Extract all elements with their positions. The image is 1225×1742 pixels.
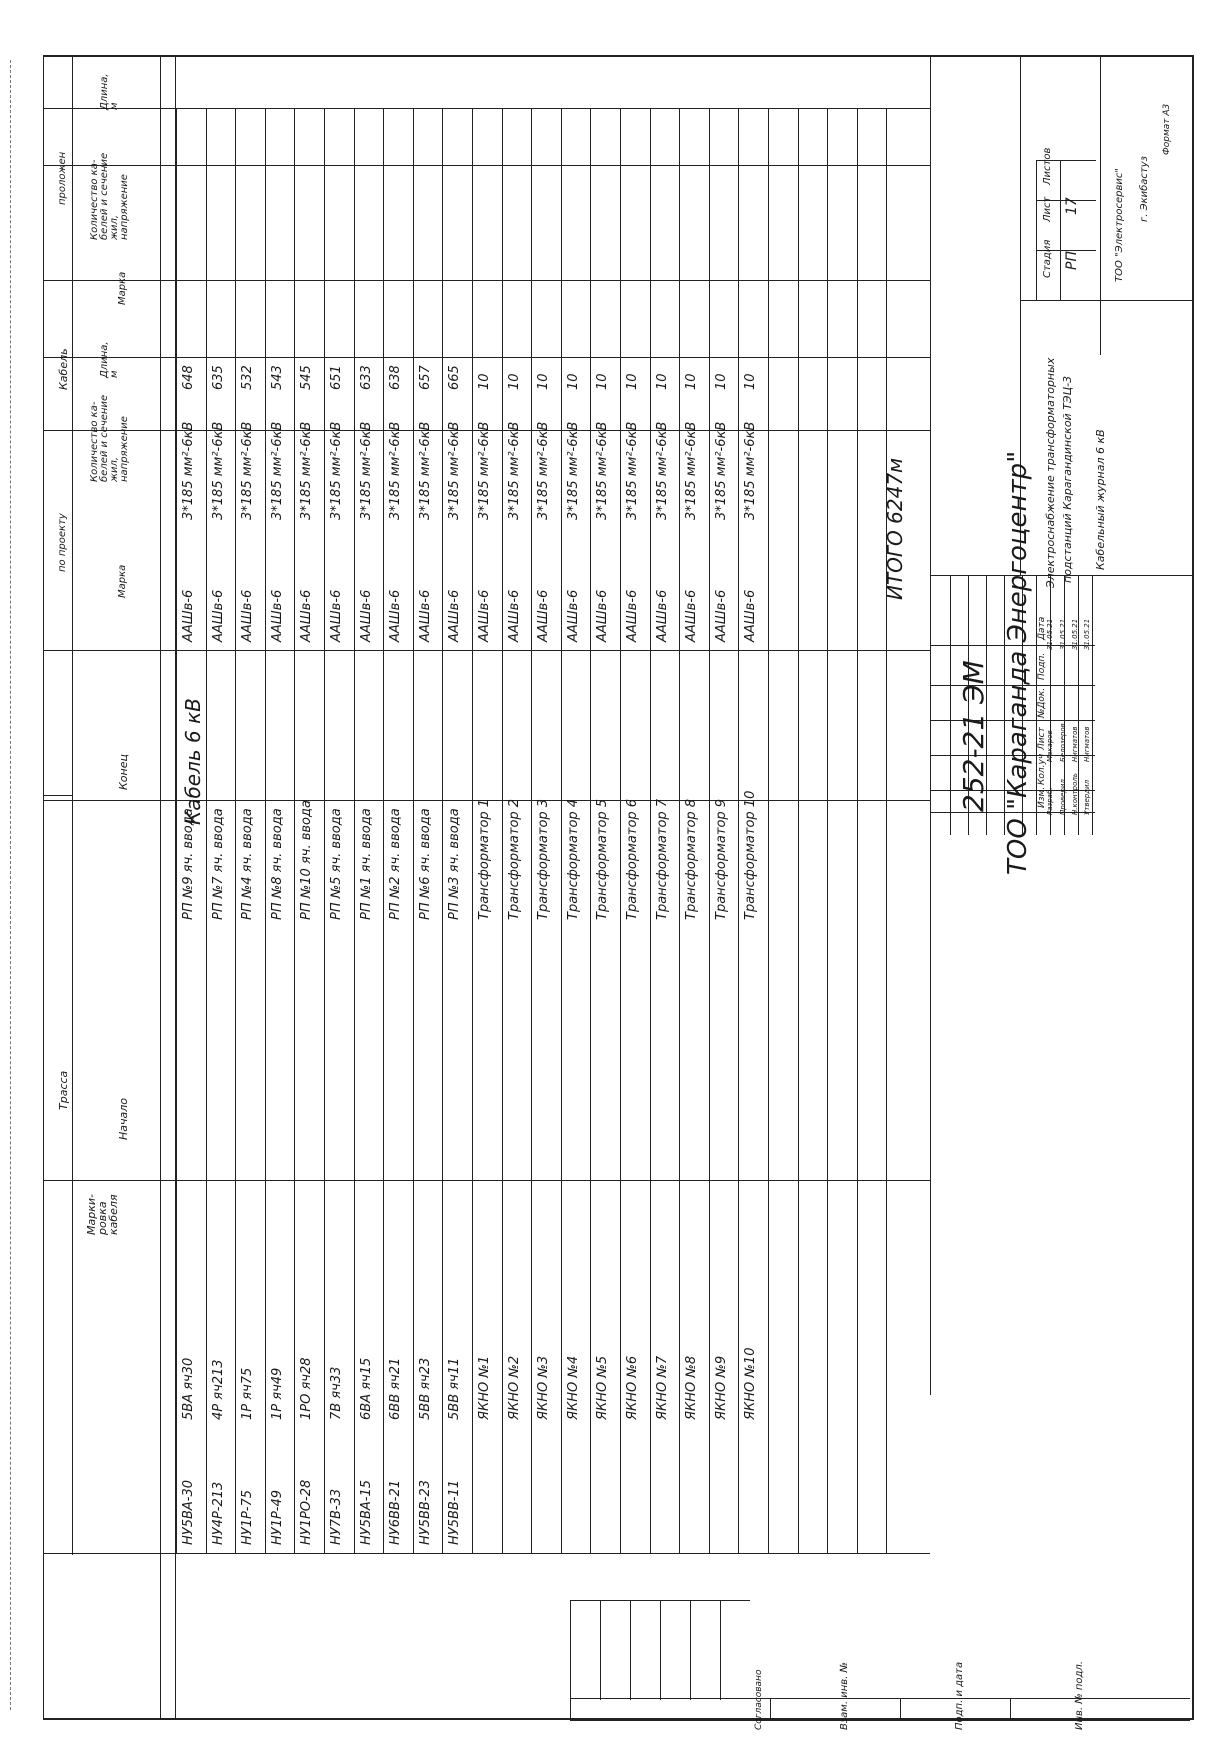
sheet-value: 17 bbox=[1064, 197, 1080, 215]
row-end-15: Трансформатор 5 bbox=[595, 798, 610, 920]
row-brand-18: ААШв-6 bbox=[684, 589, 699, 642]
row-brand-5: ААШв-6 bbox=[299, 589, 314, 642]
row-brand-3: ААШв-6 bbox=[240, 589, 255, 642]
row-end-10: РП №3 яч. ввода bbox=[447, 808, 462, 920]
row-end-11: Трансформатор 1 bbox=[477, 798, 492, 920]
row-brand-12: ААШв-6 bbox=[507, 589, 522, 642]
row-mark-1: НУ5ВА-30 bbox=[181, 1479, 196, 1545]
row-length-4: 543 bbox=[270, 365, 285, 390]
row-mark-7: НУ5ВА-15 bbox=[359, 1479, 374, 1545]
row-start-20: ЯКНО №10 bbox=[743, 1347, 758, 1420]
row-end-9: РП №6 яч. ввода bbox=[418, 808, 433, 920]
row-end-12: Трансформатор 2 bbox=[507, 798, 522, 920]
org-city: г. Экибастуз bbox=[1139, 156, 1150, 222]
row-brand-7: ААШв-6 bbox=[359, 589, 374, 642]
row-end-3: РП №4 яч. ввода bbox=[240, 808, 255, 920]
row-qty-10: 3*185 мм²-6кВ bbox=[447, 421, 462, 520]
row-brand-11: ААШв-6 bbox=[477, 589, 492, 642]
row-qty-11: 3*185 мм²-6кВ bbox=[477, 421, 492, 520]
row-start-15: ЯКНО №5 bbox=[595, 1355, 610, 1420]
row-mark-4: НУ1Р-49 bbox=[270, 1489, 285, 1545]
row-brand-10: ААШв-6 bbox=[447, 589, 462, 642]
sheet-label: Лист bbox=[1042, 196, 1053, 222]
row-brand-4: ААШв-6 bbox=[270, 589, 285, 642]
margin-sign-date: Подп. и дата bbox=[954, 1661, 965, 1730]
row-start-18: ЯКНО №8 bbox=[684, 1355, 699, 1420]
row-mark-3: НУ1Р-75 bbox=[240, 1489, 255, 1545]
row-start-2: 4Р яч213 bbox=[211, 1359, 226, 1420]
row-qty-1: 3*185 мм²-6кВ bbox=[181, 421, 196, 520]
row-start-9: 5ВВ яч23 bbox=[418, 1357, 433, 1420]
row-brand-20: ААШв-6 bbox=[743, 589, 758, 642]
row-length-2: 635 bbox=[211, 365, 226, 390]
row-brand-6: ААШв-6 bbox=[329, 589, 344, 642]
row-length-8: 638 bbox=[388, 365, 403, 390]
header-brand: Марка bbox=[117, 564, 128, 598]
row-qty-18: 3*185 мм²-6кВ bbox=[684, 421, 699, 520]
role-2-name: Белозеров bbox=[1059, 723, 1067, 762]
row-qty-15: 3*185 мм²-6кВ bbox=[595, 421, 610, 520]
row-start-10: 5ВВ яч11 bbox=[447, 1357, 462, 1420]
role-1: Разраб. bbox=[1046, 787, 1054, 815]
row-length-20: 10 bbox=[743, 373, 758, 390]
row-length-16: 10 bbox=[625, 373, 640, 390]
row-mark-5: НУ1РО-28 bbox=[299, 1479, 314, 1545]
row-length-14: 10 bbox=[566, 373, 581, 390]
header-qty-laid: Количество ка- белей и сечение жил, напряжение bbox=[89, 152, 130, 240]
format-label: Формат А3 bbox=[1162, 103, 1172, 155]
row-qty-20: 3*185 мм²-6кВ bbox=[743, 421, 758, 520]
header-qty: Количество ка- белей и сечение жил, напряжение bbox=[89, 394, 130, 482]
row-length-9: 657 bbox=[418, 365, 433, 390]
row-end-7: РП №1 яч. ввода bbox=[359, 808, 374, 920]
role-2: Проверил bbox=[1059, 779, 1067, 815]
row-end-2: РП №7 яч. ввода bbox=[211, 808, 226, 920]
margin-inv-orig: Инв. № подл. bbox=[1074, 1661, 1085, 1730]
row-start-3: 1Р яч75 bbox=[240, 1367, 255, 1420]
row-start-11: ЯКНО №1 bbox=[477, 1355, 492, 1420]
row-length-6: 651 bbox=[329, 365, 344, 390]
row-qty-19: 3*185 мм²-6кВ bbox=[714, 421, 729, 520]
row-length-11: 10 bbox=[477, 373, 492, 390]
row-qty-6: 3*185 мм²-6кВ bbox=[329, 421, 344, 520]
col-list: Лист bbox=[1037, 727, 1047, 750]
row-length-15: 10 bbox=[595, 373, 610, 390]
row-start-4: 1Р яч49 bbox=[270, 1367, 285, 1420]
row-qty-13: 3*185 мм²-6кВ bbox=[536, 421, 551, 520]
col-ndok: №Док. bbox=[1037, 687, 1047, 718]
row-end-20: Трансформатор 10 bbox=[743, 790, 758, 920]
row-length-1: 648 bbox=[181, 365, 196, 390]
row-end-6: РП №5 яч. ввода bbox=[329, 808, 344, 920]
row-end-18: Трансформатор 8 bbox=[684, 798, 699, 920]
col-data: Дата bbox=[1037, 616, 1047, 640]
row-length-3: 532 bbox=[240, 365, 255, 390]
row-end-1: РП №9 яч. ввода bbox=[181, 808, 196, 920]
row-length-7: 633 bbox=[359, 365, 374, 390]
row-start-7: 6ВА яч15 bbox=[359, 1357, 374, 1420]
row-start-13: ЯКНО №3 bbox=[536, 1355, 551, 1420]
role-4-name: Нигматов bbox=[1083, 726, 1091, 762]
row-length-5: 545 bbox=[299, 365, 314, 390]
header-route: Трасса bbox=[57, 1070, 70, 1110]
header-length: Длина, м bbox=[99, 341, 120, 378]
row-mark-6: НУ7В-33 bbox=[329, 1488, 344, 1545]
row-length-19: 10 bbox=[714, 373, 729, 390]
role-3: Н.контроль bbox=[1071, 773, 1079, 815]
role-1-name: Макаров bbox=[1046, 730, 1054, 762]
row-qty-14: 3*185 мм²-6кВ bbox=[566, 421, 581, 520]
row-brand-19: ААШв-6 bbox=[714, 589, 729, 642]
row-length-17: 10 bbox=[655, 373, 670, 390]
row-qty-17: 3*185 мм²-6кВ bbox=[655, 421, 670, 520]
header-laid: проложен bbox=[57, 151, 68, 205]
row-end-5: РП №10 яч. ввода bbox=[299, 800, 314, 920]
stage-value: РП bbox=[1064, 251, 1080, 270]
header-start: Начало bbox=[117, 1097, 130, 1140]
stage-label: Стадия bbox=[1042, 239, 1053, 278]
header-cable: Кабель bbox=[57, 348, 70, 390]
role-3-name: Нигматов bbox=[1071, 726, 1079, 762]
row-qty-16: 3*185 мм²-6кВ bbox=[625, 421, 640, 520]
header-by-project: по проекту bbox=[57, 513, 68, 572]
header-brand-laid: Марка bbox=[117, 271, 128, 305]
row-mark-10: НУ5ВВ-11 bbox=[447, 1479, 462, 1545]
row-start-6: 7В яч33 bbox=[329, 1366, 344, 1420]
row-brand-17: ААШв-6 bbox=[655, 589, 670, 642]
row-brand-8: ААШв-6 bbox=[388, 589, 403, 642]
row-start-8: 6ВВ яч21 bbox=[388, 1357, 403, 1420]
row-qty-2: 3*185 мм²-6кВ bbox=[211, 421, 226, 520]
org-name: ТОО "Электросервис" bbox=[1114, 168, 1125, 282]
row-end-14: Трансформатор 4 bbox=[566, 798, 581, 920]
row-qty-3: 3*185 мм²-6кВ bbox=[240, 421, 255, 520]
row-start-16: ЯКНО №6 bbox=[625, 1355, 640, 1420]
margin-approved: Согласовано bbox=[754, 1669, 764, 1730]
row-end-13: Трансформатор 3 bbox=[536, 798, 551, 920]
row-brand-13: ААШв-6 bbox=[536, 589, 551, 642]
row-qty-9: 3*185 мм²-6кВ bbox=[418, 421, 433, 520]
row-brand-1: ААШв-6 bbox=[181, 589, 196, 642]
col-izm: Изм. bbox=[1037, 786, 1047, 808]
row-length-12: 10 bbox=[507, 373, 522, 390]
row-start-1: 5ВА яч30 bbox=[181, 1357, 196, 1420]
col-podp: Подп. bbox=[1037, 652, 1047, 680]
row-qty-4: 3*185 мм²-6кВ bbox=[270, 421, 285, 520]
margin-inv-replace: Взам. инв. № bbox=[839, 1662, 850, 1730]
row-end-8: РП №2 яч. ввода bbox=[388, 808, 403, 920]
role-4-date: 31.05.21 bbox=[1083, 618, 1091, 650]
sheet-title: Кабельный журнал 6 кВ bbox=[1094, 429, 1107, 570]
header-mark: Марки- ровка кабеля bbox=[85, 1194, 120, 1235]
project-line2: подстанций Карагандинской ТЭЦ-3 bbox=[1061, 375, 1074, 583]
row-brand-14: ААШв-6 bbox=[566, 589, 581, 642]
role-3-date: 31.05.21 bbox=[1071, 618, 1079, 650]
total-length: ИТОГО 6247м bbox=[883, 457, 907, 600]
doc-code: 252-21 ЭМ bbox=[957, 660, 990, 812]
row-start-5: 1РО яч28 bbox=[299, 1357, 314, 1420]
section-title: Кабель 6 кВ bbox=[181, 698, 205, 825]
row-mark-2: НУ4Р-213 bbox=[211, 1481, 226, 1545]
row-start-17: ЯКНО №7 bbox=[655, 1355, 670, 1420]
row-brand-9: ААШв-6 bbox=[418, 589, 433, 642]
row-mark-8: НУ6ВВ-21 bbox=[388, 1479, 403, 1545]
row-start-14: ЯКНО №4 bbox=[566, 1355, 581, 1420]
row-qty-12: 3*185 мм²-6кВ bbox=[507, 421, 522, 520]
row-brand-16: ААШв-6 bbox=[625, 589, 640, 642]
header-end: Конец bbox=[117, 754, 130, 790]
header-length-laid: Длина, м bbox=[99, 73, 120, 110]
project-line1: Электроснабжение трансформаторных bbox=[1044, 357, 1057, 588]
row-start-19: ЯКНО №9 bbox=[714, 1355, 729, 1420]
row-brand-2: ААШв-6 bbox=[211, 589, 226, 642]
row-length-18: 10 bbox=[684, 373, 699, 390]
row-qty-5: 3*185 мм²-6кВ bbox=[299, 421, 314, 520]
row-end-16: Трансформатор 6 bbox=[625, 798, 640, 920]
row-length-13: 10 bbox=[536, 373, 551, 390]
role-4: Утвердил bbox=[1083, 779, 1091, 815]
row-end-4: РП №8 яч. ввода bbox=[270, 808, 285, 920]
role-2-date: 31.05.21 bbox=[1059, 618, 1067, 650]
row-start-12: ЯКНО №2 bbox=[507, 1355, 522, 1420]
row-qty-8: 3*185 мм²-6кВ bbox=[388, 421, 403, 520]
row-mark-9: НУ5ВВ-23 bbox=[418, 1479, 433, 1545]
row-qty-7: 3*185 мм²-6кВ bbox=[359, 421, 374, 520]
row-end-17: Трансформатор 7 bbox=[655, 798, 670, 920]
role-1-date: 31.05.21 bbox=[1046, 618, 1054, 650]
sheets-label: Листов bbox=[1042, 147, 1053, 185]
company-name: ТОО "Караганда Энергоцентр" bbox=[1003, 450, 1033, 875]
row-brand-15: ААШв-6 bbox=[595, 589, 610, 642]
row-length-10: 665 bbox=[447, 365, 462, 390]
col-kol: Кол.уч bbox=[1037, 753, 1047, 785]
row-end-19: Трансформатор 9 bbox=[714, 798, 729, 920]
